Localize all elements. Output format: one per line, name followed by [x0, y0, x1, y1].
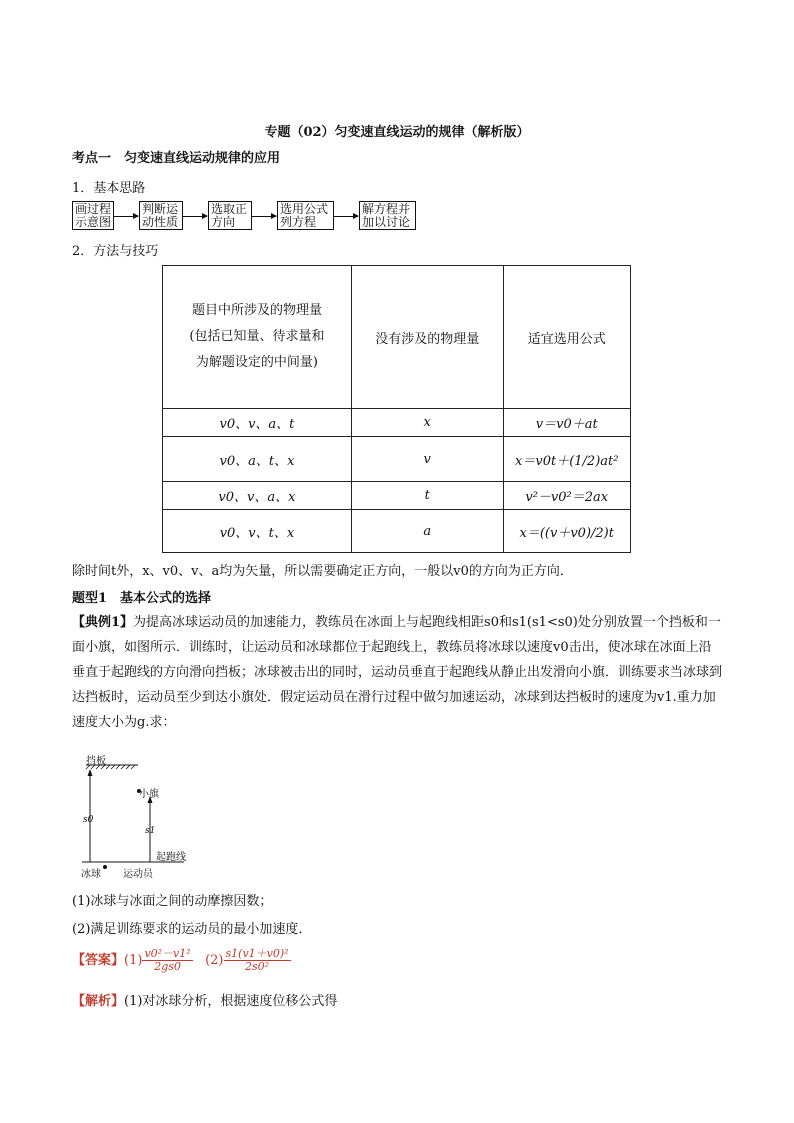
table-header-row: [163, 266, 631, 409]
puck-label: 冰球: [81, 869, 101, 880]
flag-label: 小旗: [139, 789, 159, 800]
ice-hockey-diagram: [72, 748, 222, 883]
page-title: 专题（02）匀变速直线运动的规律（解析版）: [264, 125, 530, 140]
row-missing: x: [351, 409, 503, 437]
s1-label: s1: [145, 826, 156, 836]
subheading-basic-approach: 1．基本思路: [72, 181, 146, 196]
athlete-label: 运动员: [123, 869, 153, 880]
answer-2-fraction: $\frac{\text{s1(v1＋v0)²}}{\text{2s0²}}$: [225, 947, 289, 973]
flow-step-2: 判断运 动性质: [139, 201, 183, 230]
row-missing: a: [351, 510, 503, 553]
flow-arrow: [114, 216, 138, 217]
question-2: (2)满足训练要求的运动员的最小加速度．: [72, 922, 312, 937]
header-formula: 适宜选用公式: [503, 266, 630, 409]
table-row: [163, 409, 631, 437]
row-given: v0、v、a、x: [163, 482, 352, 510]
s0-label: s0: [83, 815, 94, 825]
analysis-line: 【解析】(1)对冰球分析，根据速度位移公式得: [72, 994, 338, 1009]
flow-step-1: 画过程 示意图: [72, 201, 114, 230]
formula-table: [162, 265, 631, 553]
puck-dot: [103, 865, 107, 869]
example-paragraph: [72, 610, 722, 735]
row-formula: x＝v0t＋(1/2)at²: [503, 437, 630, 482]
row-formula: x＝((v＋v0)/2)t: [503, 510, 630, 553]
analysis-tag: 【解析】: [72, 994, 125, 1009]
row-missing: t: [351, 482, 503, 510]
table-row: [163, 437, 631, 482]
start-line-label: 起跑线: [156, 852, 186, 863]
flow-step-4: 选用公式 列方程: [277, 201, 334, 230]
table-row: [163, 482, 631, 510]
example-tag: 【典例1】: [72, 615, 134, 630]
type-heading: 题型1 基本公式的选择: [72, 591, 212, 606]
row-formula: v＝v0＋at: [503, 409, 630, 437]
table-row: [163, 510, 631, 553]
answer-line: 【答案】(1) $\frac{\text{v0²－v1²}}{2gs0}$ (2) $\frac{\text{s1(v1＋v0)²}}{\text{2s0²}}$: [72, 947, 289, 973]
header-missing: 没有涉及的物理量: [351, 266, 503, 409]
vector-note: 除时间t外，x、v0、v、a均为矢量，所以需要确定正方向，一般以v0的方向为正方向．: [72, 564, 573, 579]
flow-step-3: 选取正 方向: [208, 201, 252, 230]
flow-step-5: 解方程并 加以讨论: [359, 201, 416, 230]
flow-arrow: [334, 216, 358, 217]
subheading-methods: 2．方法与技巧: [72, 244, 159, 259]
row-given: v0、v、a、t: [163, 409, 352, 437]
section-heading: 考点一 匀变速直线运动规律的应用: [72, 151, 281, 166]
flow-arrow: [183, 216, 207, 217]
answer-1-fraction: $\frac{\text{v0²－v1²}}{2gs0}$: [144, 947, 191, 973]
flow-arrow: [252, 216, 276, 217]
row-formula: v²－v0²＝2ax: [503, 482, 630, 510]
row-missing: v: [351, 437, 503, 482]
question-1: (1)冰球与冰面之间的动摩擦因数；: [72, 894, 273, 909]
board-label: 挡板: [86, 756, 106, 767]
row-given: v0、v、t、x: [163, 510, 352, 553]
header-given: 题目中所涉及的物理量 (包括已知量、待求量和 为解题设定的中间量): [163, 266, 352, 409]
example-text: 为提高冰球运动员的加速能力，教练员在冰面上与起跑线相距s0和s1(s1<s0)处分别放置一个挡板和一面小旗，如图所示．训练时，让运动员和冰球都位于起跑线上，教练员将冰球以速度v0击出，使冰球在冰面上沿垂直于起跑线的方向滑向挡板；冰球被击出的同时，运动员垂直于起跑线从静止出发滑向小旗．训练要求当冰球到达挡板时，运动员至少到达小旗处．假定运动员在滑行过程中做匀加速运动，冰球到达挡板时的速度为v1.重力加速度大小为g.求：: [72, 615, 723, 730]
row-given: v0、a、t、x: [163, 437, 352, 482]
answer-tag: 【答案】: [72, 953, 125, 968]
s0-arrowhead: [88, 769, 93, 776]
